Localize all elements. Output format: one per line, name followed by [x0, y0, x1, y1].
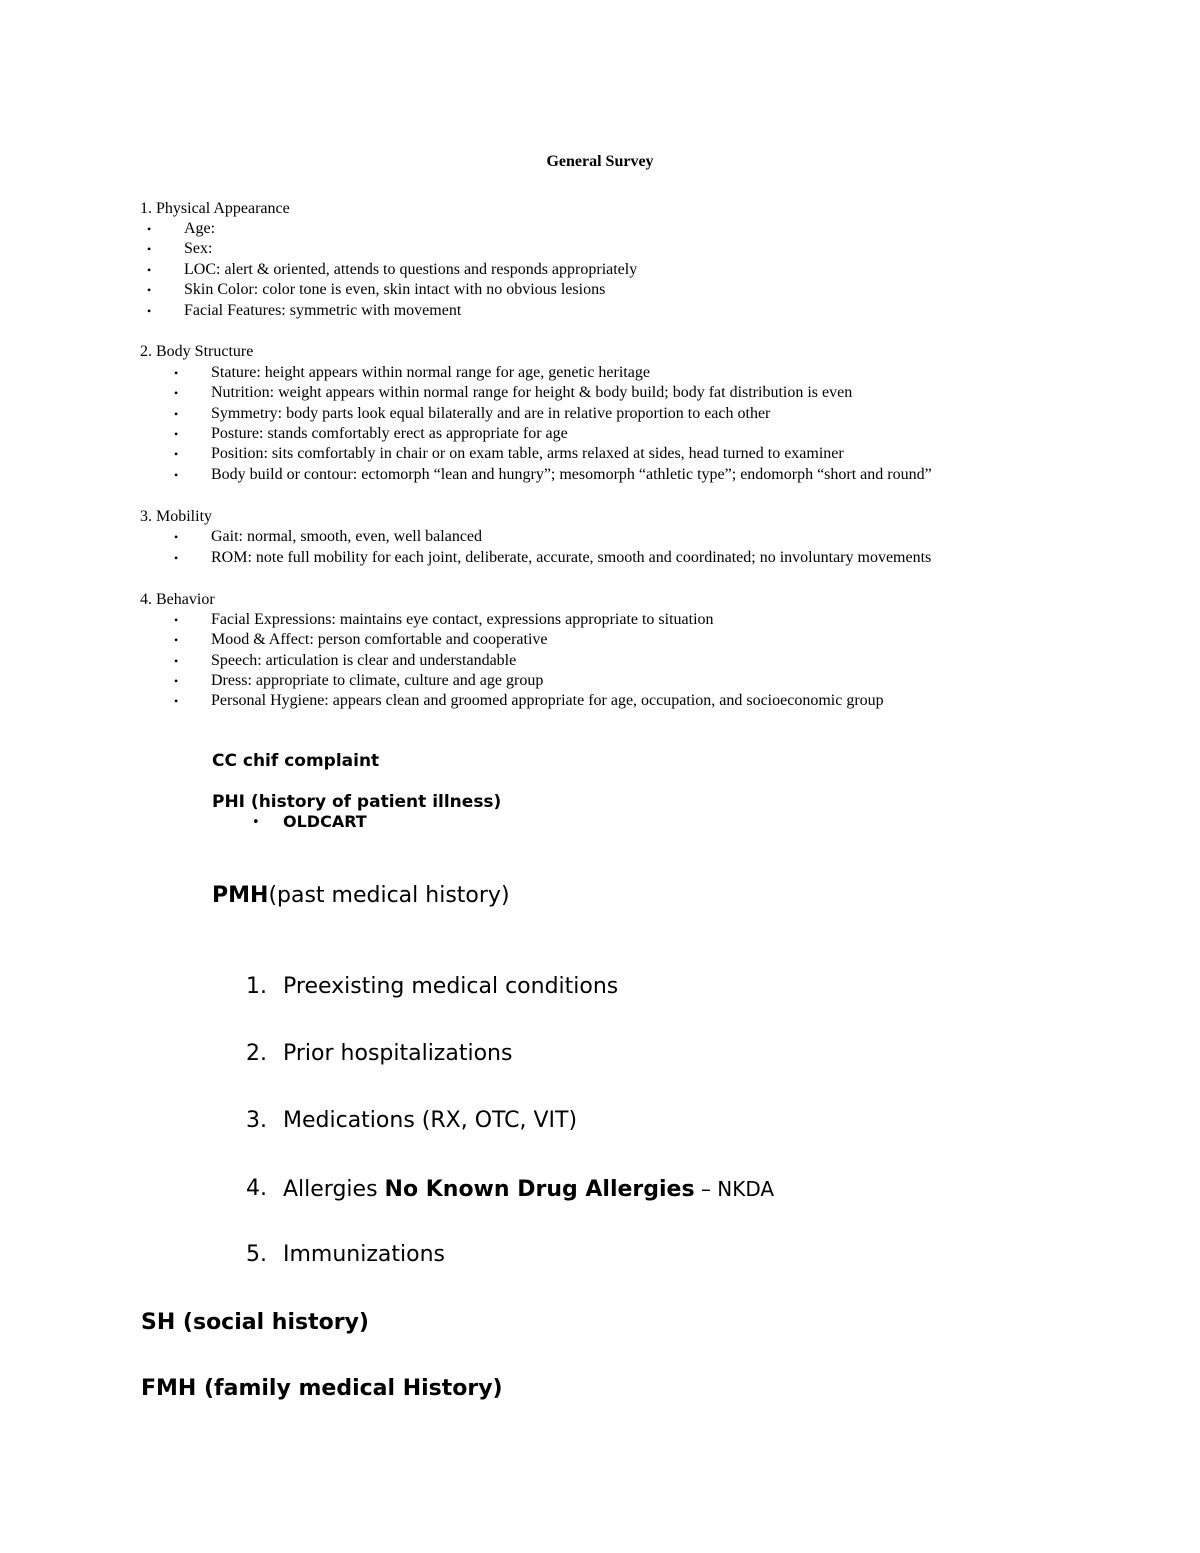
bullet-marker: •: [174, 613, 179, 627]
list-item: Mood & Affect: person comfortable and cooperative: [211, 631, 548, 648]
pmh-label: (past medical history): [268, 883, 510, 908]
bullet-marker: •: [174, 654, 179, 668]
list-item: Nutrition: weight appears within normal range for height & body build; body fat distribution is even: [211, 384, 853, 401]
nkda-full: No Known Drug Allergies: [384, 1177, 695, 1202]
bullet-marker: •: [174, 366, 179, 380]
nkda-abbrev: – NKDA: [694, 1177, 775, 1201]
bullet-marker: •: [174, 633, 179, 647]
list-item: Speech: articulation is clear and understandable: [211, 652, 517, 669]
section-heading: 2. Body Structure: [140, 343, 254, 360]
list-item: Stature: height appears within normal range for age, genetic heritage: [211, 364, 650, 381]
list-item: Position: sits comfortably in chair or on exam table, arms relaxed at sides, head turned to examiner: [211, 445, 844, 462]
bullet-marker: •: [147, 222, 152, 236]
bullet-marker: •: [147, 242, 152, 256]
bullet-marker: •: [174, 530, 179, 544]
sh-heading: SH (social history): [141, 1310, 369, 1335]
allergies-label: Allergies: [283, 1177, 385, 1202]
list-item: Age:: [184, 220, 216, 237]
list-item: Facial Features: symmetric with movement: [184, 302, 462, 319]
list-number: 4.: [246, 1176, 267, 1201]
list-number: 1.: [246, 974, 267, 999]
pmh-heading: [212, 882, 510, 910]
pmh-abbrev: PMH: [212, 883, 269, 908]
list-number: 5.: [246, 1242, 267, 1267]
bullet-marker: •: [174, 427, 179, 441]
bullet-marker: •: [174, 447, 179, 461]
section-heading: 1. Physical Appearance: [140, 200, 290, 217]
list-item: Gait: normal, smooth, even, well balanced: [211, 528, 483, 545]
bullet-marker: •: [147, 263, 152, 277]
list-item: Body build or contour: ectomorph “lean and hungry”; mesomorph “athletic type”; endomorph “short and round”: [211, 466, 932, 483]
list-number: 2.: [246, 1041, 267, 1066]
bullet-marker: •: [147, 304, 152, 318]
fmh-heading: FMH (family medical History): [141, 1376, 503, 1401]
list-item: LOC: alert & oriented, attends to questions and responds appropriately: [184, 261, 638, 278]
phi-heading: PHI (history of patient illness): [212, 792, 502, 812]
phi-item: OLDCART: [283, 812, 367, 831]
section-heading: 3. Mobility: [140, 508, 213, 525]
bullet-marker: •: [174, 386, 179, 400]
list-item: Immunizations: [283, 1242, 445, 1267]
bullet-marker: •: [174, 694, 179, 708]
list-item: Preexisting medical conditions: [283, 974, 619, 999]
bullet-marker: •: [174, 551, 179, 565]
list-item: Personal Hygiene: appears clean and groomed appropriate for age, occupation, and socioeconomic group: [211, 692, 884, 709]
bullet-marker: •: [252, 815, 260, 830]
list-item: Symmetry: body parts look equal bilaterally and are in relative proportion to each other: [211, 405, 771, 422]
list-item: ROM: note full mobility for each joint, deliberate, accurate, smooth and coordinated; no involuntary movements: [211, 549, 932, 566]
section-heading: 4. Behavior: [140, 591, 215, 608]
cc-heading: CC chif complaint: [212, 751, 380, 771]
list-item: Prior hospitalizations: [283, 1041, 513, 1066]
bullet-marker: •: [174, 407, 179, 421]
list-item: Facial Expressions: maintains eye contact, expressions appropriate to situation: [211, 611, 714, 628]
bullet-marker: •: [174, 468, 179, 482]
list-item: Skin Color: color tone is even, skin intact with no obvious lesions: [184, 281, 606, 298]
list-item: Dress: appropriate to climate, culture and age group: [211, 672, 544, 689]
list-item: Sex:: [184, 240, 213, 257]
list-item: Medications (RX, OTC, VIT): [283, 1108, 578, 1133]
bullet-marker: •: [174, 674, 179, 688]
list-number: 3.: [246, 1108, 267, 1133]
list-item: Posture: stands comfortably erect as appropriate for age: [211, 425, 568, 442]
list-item: [283, 1175, 774, 1204]
page-title: General Survey: [546, 153, 654, 170]
bullet-marker: •: [147, 283, 152, 297]
